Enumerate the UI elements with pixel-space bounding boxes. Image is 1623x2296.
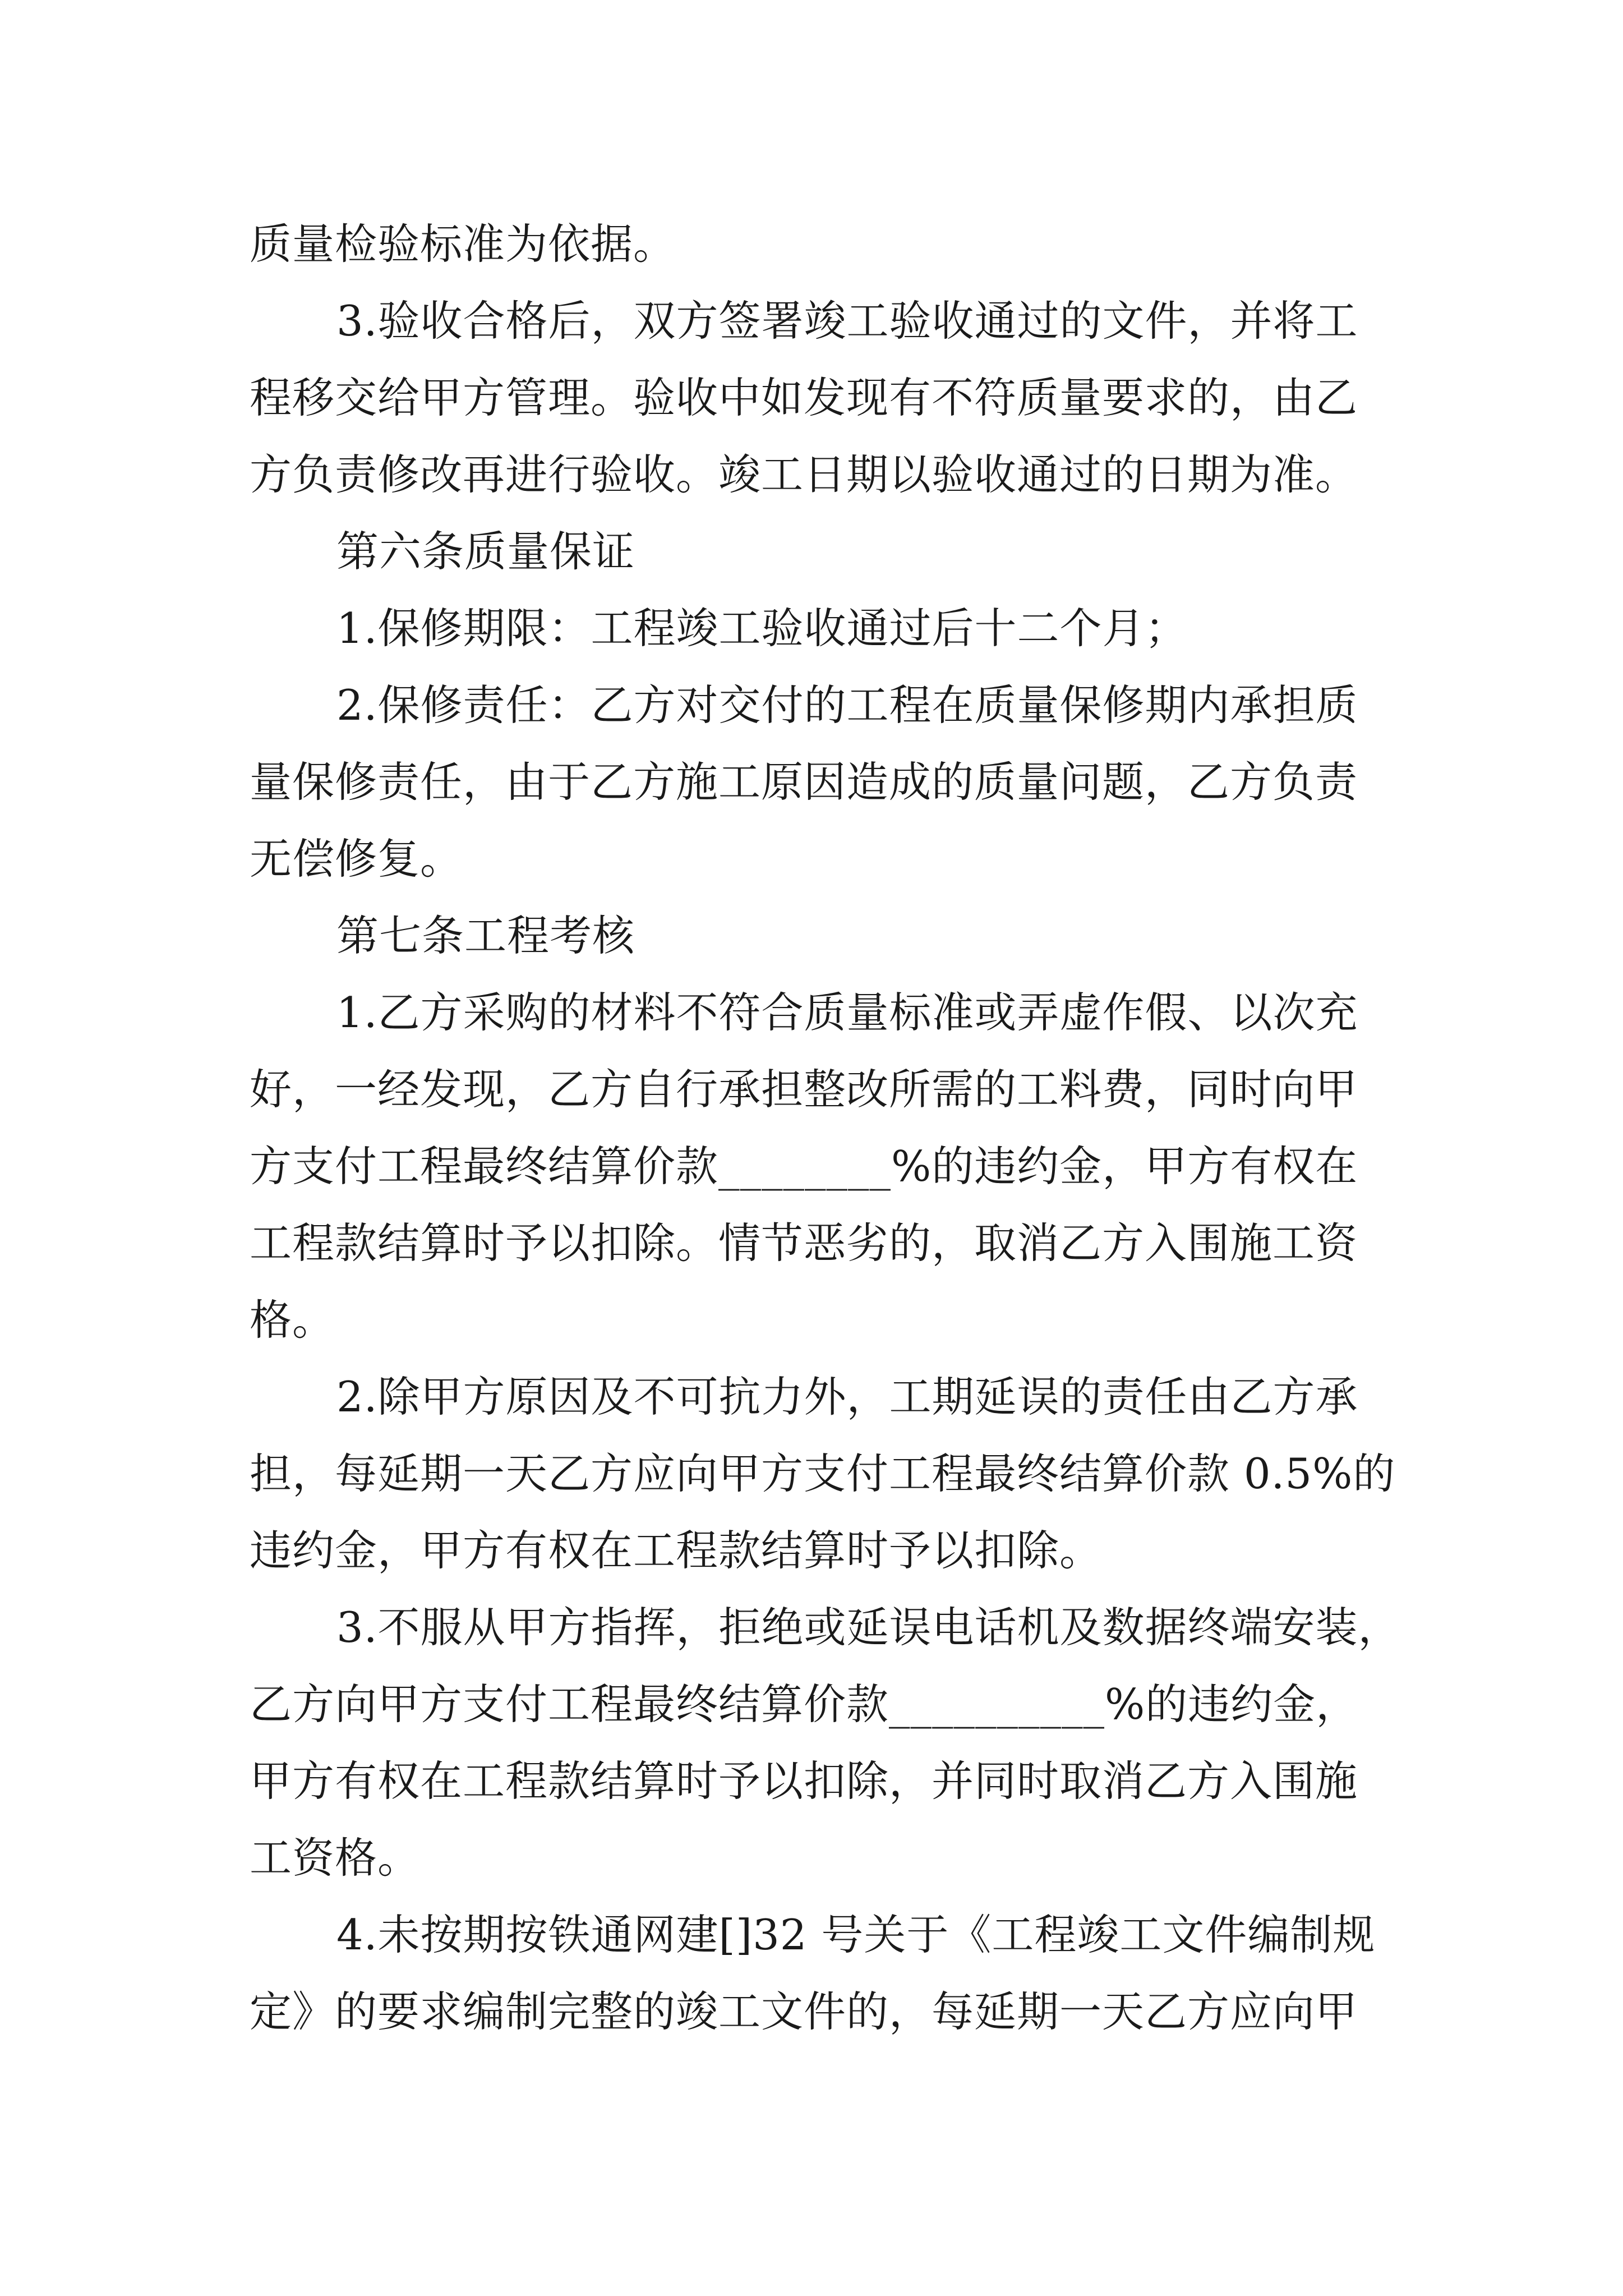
text-line: 程移交给甲方管理。验收中如发现有不符质量要求的，由乙 [250,373,1358,422]
text-line: 质量检验标准为依据。 [250,219,676,269]
text-line: 好，一经发现，乙方自行承担整改所需的工料费，同时向甲 [250,1065,1358,1114]
text-line: 3.验收合格后，双方签署竣工验收通过的文件，并将工 [336,296,1358,346]
text-line: 担，每延期一天乙方应向甲方支付工程最终结算价款 0.5%的 [250,1449,1396,1498]
text-line: 工资格。 [250,1833,421,1883]
text-line: 格。 [250,1295,335,1345]
text-line: 1.保修期限：工程竣工验收通过后十二个月； [336,604,1188,653]
text-line: 3.不服从甲方指挥，拒绝或延误电话机及数据终端安装， [336,1603,1401,1652]
text-line: 方负责修改再进行验收。竣工日期以验收通过的日期为准。 [250,450,1358,499]
text-line: 甲方有权在工程款结算时予以扣除，并同时取消乙方入围施 [250,1756,1358,1806]
text-line: 4.未按期按铁通网建[]32 号关于《工程竣工文件编制规 [336,1910,1376,1959]
text-line: 方支付工程最终结算价款________%的违约金，甲方有权在 [250,1142,1358,1191]
text-line: 乙方向甲方支付工程最终结算价款__________%的违约金， [250,1680,1359,1729]
text-line: 定》的要求编制完整的竣工文件的，每延期一天乙方应向甲 [250,1987,1358,2036]
text-line: 量保修责任，由于乙方施工原因造成的质量问题，乙方负责 [250,757,1358,807]
section-heading: 第七条工程考核 [336,911,635,960]
text-line: 无偿修复。 [250,834,463,884]
text-line: 2.保修责任：乙方对交付的工程在质量保修期内承担质 [336,680,1358,730]
text-line: 工程款结算时予以扣除。情节恶劣的，取消乙方入围施工资 [250,1218,1358,1268]
text-line: 违约金，甲方有权在工程款结算时予以扣除。 [250,1526,1103,1575]
text-line: 2.除甲方原因及不可抗力外，工期延误的责任由乙方承 [336,1372,1358,1421]
section-heading: 第六条质量保证 [336,527,635,576]
text-line: 1.乙方采购的材料不符合质量标准或弄虚作假、以次充 [336,988,1358,1037]
